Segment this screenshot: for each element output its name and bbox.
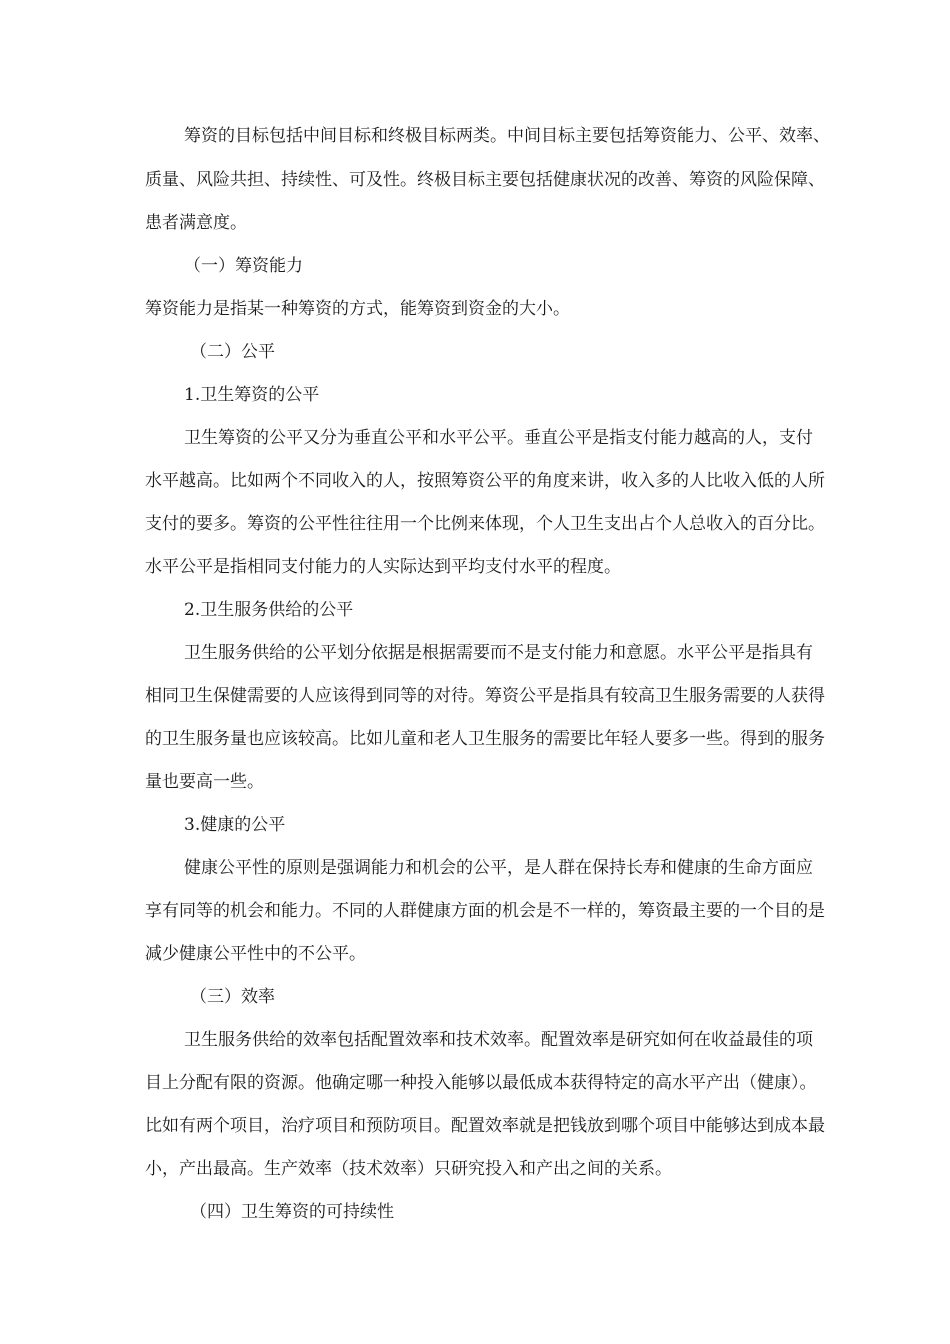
paragraph-line: 目上分配有限的资源。他确定哪一种投入能够以最低成本获得特定的高水平产出（健康）。 xyxy=(145,1073,817,1093)
section-heading: （一）筹资能力 xyxy=(184,256,303,276)
section-heading: （三）效率 xyxy=(190,987,275,1007)
sub-heading: 1.卫生筹资的公平 xyxy=(184,385,320,405)
paragraph-line: 卫生服务供给的效率包括配置效率和技术效率。配置效率是研究如何在收益最佳的项 xyxy=(184,1030,813,1050)
paragraph-line: 卫生筹资的公平又分为垂直公平和水平公平。垂直公平是指支付能力越高的人，支付 xyxy=(184,428,813,448)
paragraph-line: 筹资的目标包括中间目标和终极目标两类。中间目标主要包括筹资能力、公平、效率、 xyxy=(184,126,830,146)
paragraph-line: 患者满意度。 xyxy=(145,213,247,233)
paragraph-line: 比如有两个项目，治疗项目和预防项目。配置效率就是把钱放到哪个项目中能够达到成本最 xyxy=(145,1116,825,1136)
paragraph-line: 卫生服务供给的公平划分依据是根据需要而不是支付能力和意愿。水平公平是指具有 xyxy=(184,643,813,663)
paragraph-line: 的卫生服务量也应该较高。比如儿童和老人卫生服务的需要比年轻人要多一些。得到的服务 xyxy=(145,729,825,749)
paragraph-line: 享有同等的机会和能力。不同的人群健康方面的机会是不一样的，筹资最主要的一个目的是 xyxy=(145,901,825,921)
paragraph-line: 支付的要多。筹资的公平性往往用一个比例来体现，个人卫生支出占个人总收入的百分比。 xyxy=(145,514,825,534)
section-heading: （四）卫生筹资的可持续性 xyxy=(190,1202,394,1222)
paragraph-line: 减少健康公平性中的不公平。 xyxy=(145,944,366,964)
paragraph-line: 水平公平是指相同支付能力的人实际达到平均支付水平的程度。 xyxy=(145,557,621,577)
sub-heading: 2.卫生服务供给的公平 xyxy=(184,600,354,620)
paragraph-line: 量也要高一些。 xyxy=(145,772,264,792)
paragraph-line: 相同卫生保健需要的人应该得到同等的对待。筹资公平是指具有较高卫生服务需要的人获得 xyxy=(145,686,825,706)
paragraph-line: 筹资能力是指某一种筹资的方式，能筹资到资金的大小。 xyxy=(145,299,570,319)
section-heading: （二）公平 xyxy=(190,342,275,362)
paragraph-line: 质量、风险共担、持续性、可及性。终极目标主要包括健康状况的改善、筹资的风险保障、 xyxy=(145,170,825,190)
sub-heading: 3.健康的公平 xyxy=(184,815,286,835)
paragraph-line: 水平越高。比如两个不同收入的人，按照筹资公平的角度来讲，收入多的人比收入低的人所 xyxy=(145,471,825,491)
paragraph-line: 小，产出最高。生产效率（技术效率）只研究投入和产出之间的关系。 xyxy=(145,1159,672,1179)
paragraph-line: 健康公平性的原则是强调能力和机会的公平，是人群在保持长寿和健康的生命方面应 xyxy=(184,858,813,878)
